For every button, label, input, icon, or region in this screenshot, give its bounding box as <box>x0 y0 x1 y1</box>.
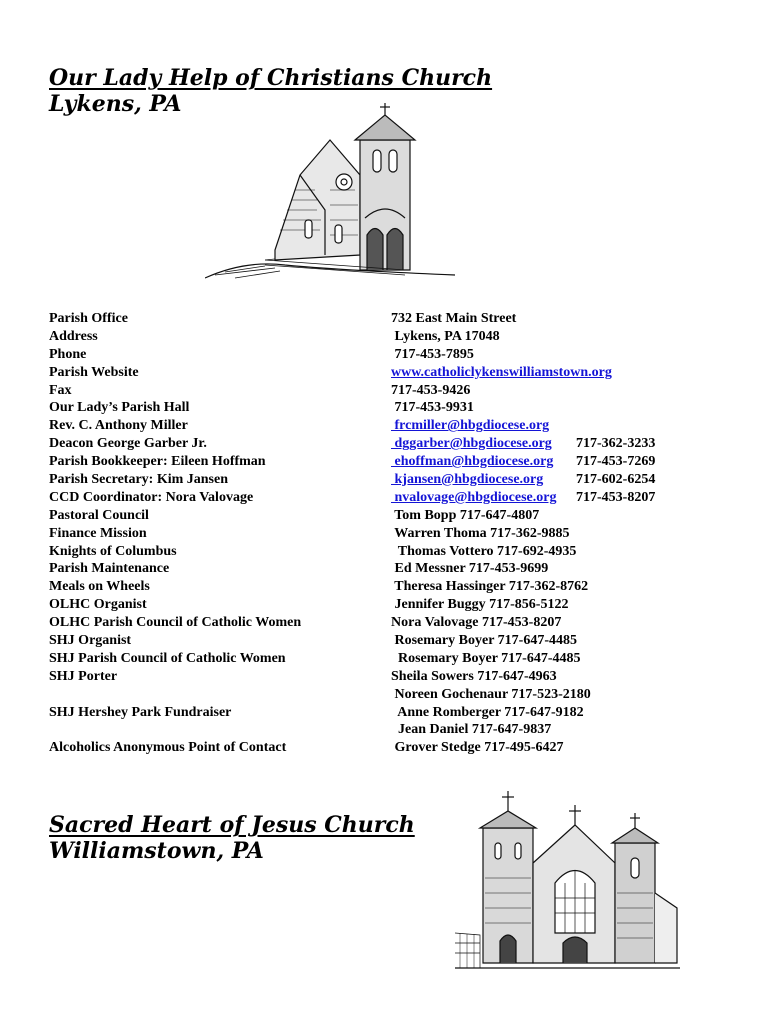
directory-row <box>0 525 770 543</box>
directory-value: Thomas Vottero 717-692-4935 <box>391 543 577 559</box>
directory-label: OLHC Organist <box>49 597 147 613</box>
directory-label: CCD Coordinator: Nora Valovage <box>49 489 254 505</box>
directory-row <box>0 489 770 507</box>
directory-label: SHJ Parish Council of Catholic Women <box>49 650 286 666</box>
directory-row <box>0 417 770 435</box>
directory-row <box>0 453 770 471</box>
directory-value: Nora Valovage 717-453-8207 <box>391 615 562 631</box>
directory-value: Sheila Sowers 717-647-4963 <box>391 668 557 684</box>
church2-illustration <box>455 783 680 973</box>
contact-link[interactable]: ehoffman@hbgdiocese.org <box>391 454 554 470</box>
directory-value: Jean Daniel 717-647-9837 <box>391 722 552 738</box>
directory-value: Rosemary Boyer 717-647-4485 <box>391 633 577 649</box>
directory-label: Finance Mission <box>49 525 147 541</box>
directory-row <box>0 704 770 722</box>
directory-label: Phone <box>49 346 87 362</box>
directory-value: Lykens, PA 17048 <box>391 328 500 344</box>
directory-value: Grover Stedge 717-495-6427 <box>391 740 564 756</box>
directory-row <box>0 686 770 704</box>
directory-row <box>0 328 770 346</box>
directory-phone: 717-362-3233 <box>576 436 656 452</box>
directory-row <box>0 560 770 578</box>
church2-location: Williamstown, PA <box>49 838 264 864</box>
directory-row <box>0 578 770 596</box>
directory-row <box>0 471 770 489</box>
directory-list <box>0 310 770 757</box>
directory-row <box>0 721 770 739</box>
directory-label: Parish Maintenance <box>49 561 170 577</box>
directory-label: Parish Office <box>49 311 128 326</box>
directory-row <box>0 668 770 686</box>
directory-label: Parish Website <box>49 364 139 380</box>
directory-label: OLHC Parish Council of Catholic Women <box>49 615 302 631</box>
directory-label: Our Lady’s Parish Hall <box>49 400 190 416</box>
directory-row <box>0 382 770 400</box>
directory-row <box>0 507 770 525</box>
directory-label: Knights of Columbus <box>49 543 177 559</box>
directory-label: Pastoral Council <box>49 507 149 523</box>
directory-label: SHJ Hershey Park Fundraiser <box>49 704 232 720</box>
directory-phone: 717-453-7269 <box>576 454 656 470</box>
directory-row <box>0 632 770 650</box>
directory-value: Rosemary Boyer 717-647-4485 <box>391 650 581 666</box>
directory-label: Meals on Wheels <box>49 579 150 595</box>
contact-link[interactable]: kjansen@hbgdiocese.org <box>391 472 544 488</box>
directory-label: Deacon George Garber Jr. <box>49 436 207 452</box>
directory-value: Ed Messner 717-453-9699 <box>391 561 549 577</box>
directory-label: Fax <box>49 382 72 398</box>
contact-link[interactable]: frcmiller@hbgdiocese.org <box>391 418 550 434</box>
directory-label: Parish Secretary: Kim Jansen <box>49 472 228 488</box>
directory-label: Parish Bookkeeper: Eileen Hoffman <box>49 454 266 470</box>
contact-link[interactable]: www.catholiclykenswilliamstown.org <box>391 364 612 380</box>
directory-value: Warren Thoma 717-362-9885 <box>391 525 570 541</box>
directory-row <box>0 399 770 417</box>
directory-label: Alcoholics Anonymous Point of Contact <box>49 740 287 756</box>
directory-label: SHJ Organist <box>49 633 132 649</box>
directory-label: SHJ Porter <box>49 668 118 684</box>
directory-value: Jennifer Buggy 717-856-5122 <box>391 597 569 613</box>
directory-row <box>0 543 770 561</box>
directory-row <box>0 650 770 668</box>
church1-name: Our Lady Help of Christians Church <box>49 65 493 91</box>
directory-row <box>0 310 770 328</box>
church1-location: Lykens, PA <box>49 91 182 117</box>
contact-link[interactable]: nvalovage@hbgdiocese.org <box>391 489 557 505</box>
contact-link[interactable]: dggarber@hbgdiocese.org <box>391 436 552 452</box>
directory-value: Noreen Gochenaur 717-523-2180 <box>391 686 591 702</box>
directory-row <box>0 346 770 364</box>
directory-row <box>0 614 770 632</box>
directory-phone: 717-453-8207 <box>576 489 656 505</box>
church2-name: Sacred Heart of Jesus Church <box>49 812 415 838</box>
directory-value: Theresa Hassinger 717-362-8762 <box>391 579 589 595</box>
directory-value: 717-453-9426 <box>391 382 471 398</box>
directory-label: Rev. C. Anthony Miller <box>49 418 188 434</box>
directory-row <box>0 596 770 614</box>
directory-value: Anne Romberger 717-647-9182 <box>391 704 584 720</box>
directory-label: Address <box>49 328 98 344</box>
directory-value: 732 East Main Street <box>391 311 517 326</box>
directory-row <box>0 364 770 382</box>
directory-value: 717-453-7895 <box>391 346 474 362</box>
church1-illustration <box>205 100 455 290</box>
directory-phone: 717-602-6254 <box>576 472 656 488</box>
directory-value: Tom Bopp 717-647-4807 <box>391 507 540 523</box>
directory-row <box>0 739 770 757</box>
directory-row <box>0 435 770 453</box>
directory-value: 717-453-9931 <box>391 400 474 416</box>
